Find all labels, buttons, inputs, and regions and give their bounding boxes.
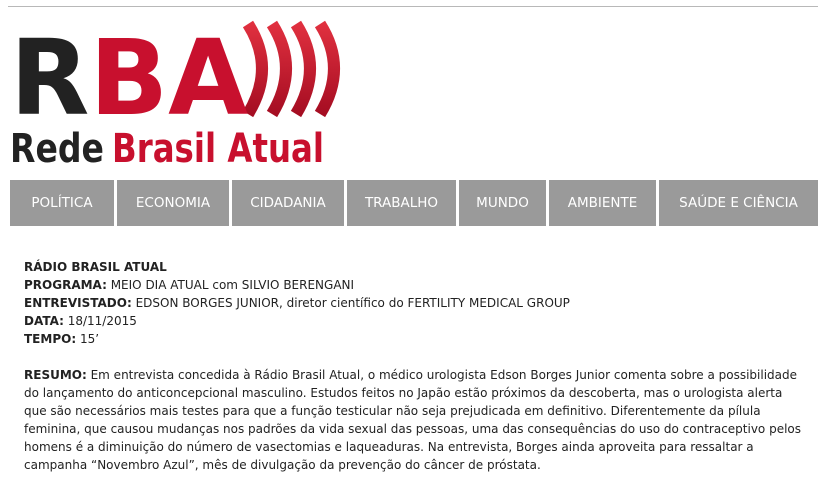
resumo-paragraph (24, 366, 804, 474)
entrevistado-line (24, 294, 804, 312)
nav-mundo[interactable]: MUNDO (459, 180, 549, 226)
sound-waves-icon (248, 24, 334, 114)
nav-ambiente[interactable]: AMBIENTE (549, 180, 659, 226)
nav-trabalho[interactable]: TRABALHO (347, 180, 459, 226)
logo-wordmark-rede: Rede (10, 126, 104, 168)
tempo-line (24, 330, 804, 348)
data-line (24, 312, 804, 330)
entrevistado-label: ENTREVISTADO: (24, 296, 132, 310)
top-divider (8, 6, 818, 7)
programa-line (24, 276, 804, 294)
nav-saude-e-ciencia[interactable]: SAÚDE E CIÊNCIA (679, 195, 798, 211)
logo-mark: RBA (10, 17, 249, 139)
entrevistado-value: EDSON BORGES JUNIOR, diretor científico do FERTILITY MEDICAL GROUP (135, 296, 570, 310)
resumo-text: Em entrevista concedida à Rádio Brasil Atual, o médico urologista Edson Borges Junior comenta sobre a possibilidade do lançamento do anticoncepcional masculino. Estudos feitos no Japão estão próximos da descoberta, mas o urologista alerta que são necessários mais testes para que a função testicular não seja prejudicada em definitivo. Diferentemente da pílula feminina, que causou mudanças nos padrões da vida sexual das pessoas, uma das consequências do uso do contraceptivo pelos homens é a diminuição do número de vasectomias e laqueaduras. Na entrevista, Borges ainda aproveita para ressaltar a campanha “Novembro Azul”, mês de divulgação da prevenção do câncer de próstata. (24, 368, 802, 472)
main-nav (10, 180, 818, 226)
spacer (24, 348, 804, 366)
article-body (24, 258, 804, 474)
resumo-label: RESUMO: (24, 368, 87, 382)
nav-politica[interactable]: POLÍTICA (10, 180, 117, 226)
data-value: 18/11/2015 (67, 314, 137, 328)
nav-economia[interactable]: ECONOMIA (117, 180, 232, 226)
data-label: DATA: (24, 314, 64, 328)
nav-cidadania[interactable]: CIDADANIA (232, 180, 347, 226)
logo-wordmark-brasil-atual: Brasil Atual (112, 126, 324, 168)
tempo-value: 15’ (79, 332, 100, 346)
tempo-label: TEMPO: (24, 332, 77, 346)
article-heading: RÁDIO BRASIL ATUAL (24, 260, 167, 274)
programa-value: MEIO DIA ATUAL com SILVIO BERENGANI (110, 278, 355, 292)
rba-logo[interactable] (10, 16, 355, 168)
programa-label: PROGRAMA: (24, 278, 107, 292)
